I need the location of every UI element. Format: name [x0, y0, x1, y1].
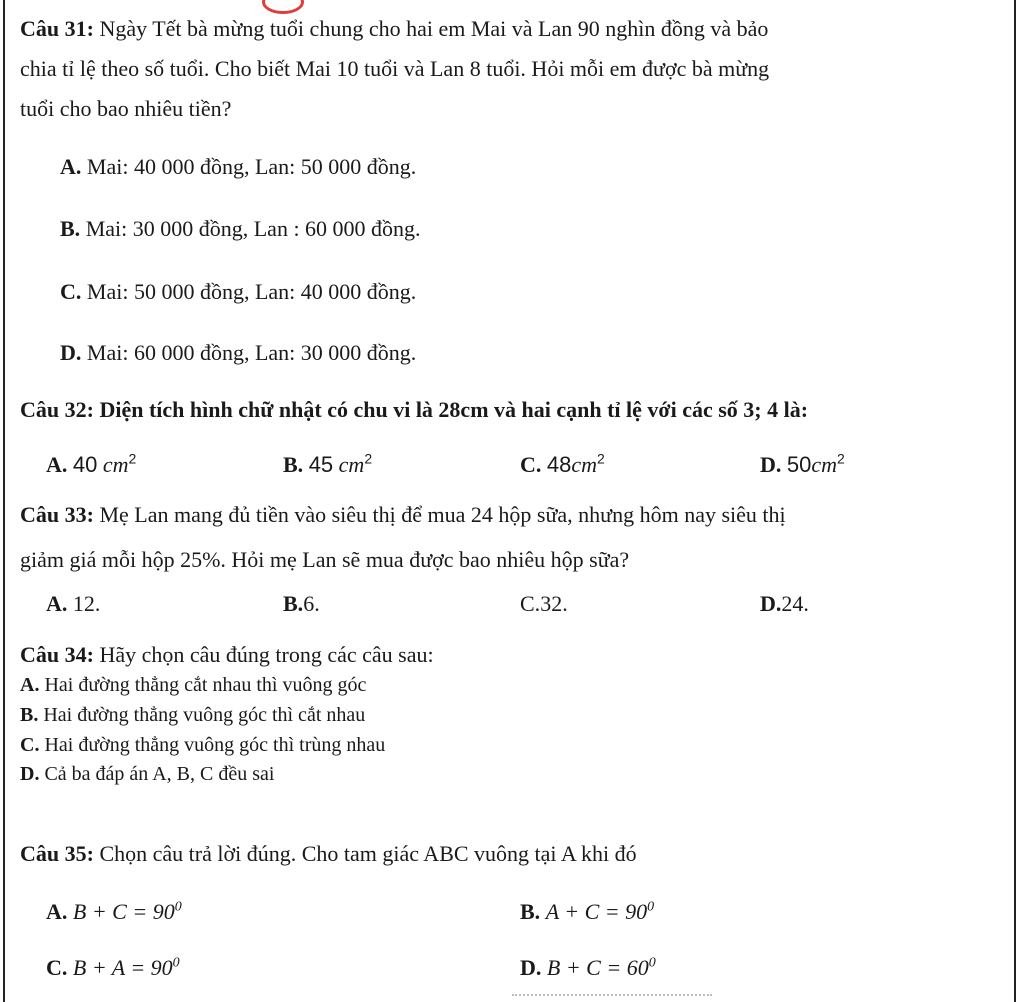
q32-option-b-value: 45 [308, 452, 334, 477]
q32-option-b [283, 452, 372, 478]
q31-option-c-key: C. [60, 279, 82, 304]
q35-option-d [520, 955, 656, 981]
q35-option-a-key: A. [46, 899, 68, 924]
q31-option-a-text: Mai: 40 000 đồng, Lan: 50 000 đồng. [86, 154, 417, 179]
q33-option-d-key: D. [760, 591, 782, 616]
q35-option-c-key: C. [46, 955, 68, 980]
q33-line-1 [20, 502, 786, 528]
q34-option-b [20, 704, 365, 727]
q32-option-a-value: 40 [72, 452, 98, 477]
q35-option-d-key: D. [520, 955, 542, 980]
q32-option-c-key: C. [520, 452, 542, 477]
q33-option-a-key: A. [46, 591, 68, 616]
q32-option-a [46, 452, 136, 478]
q34-option-b-text: Hai đường thẳng vuông góc thì cắt nhau [43, 704, 366, 726]
q32-option-a-exp: 2 [128, 450, 137, 467]
q33-option-c [520, 591, 568, 617]
q32-option-a-unit: cm [102, 452, 129, 477]
q33-option-d [760, 591, 809, 617]
q31-option-d-key: D. [60, 340, 82, 365]
q33-option-a [46, 591, 100, 617]
q32-option-c [520, 452, 605, 478]
q35-line [20, 841, 637, 867]
q31-option-d-text: Mai: 60 000 đồng, Lan: 30 000 đồng. [86, 340, 417, 365]
q33-option-b-text: 6. [303, 591, 320, 616]
q35-option-c-expr: B + A = 90 [72, 955, 173, 980]
q34-text: Hãy chọn câu đúng trong các câu sau: [99, 642, 434, 667]
q34-option-d-key: D. [20, 763, 40, 785]
q35-option-a-exp: 0 [174, 899, 182, 915]
q32-option-d-value: 50 [786, 452, 812, 477]
q34-option-a-key: A. [20, 674, 40, 696]
q35-text: Chọn câu trả lời đúng. Cho tam giác ABC vuông tại A khi đó [99, 841, 637, 866]
q33-option-b-key: B. [283, 591, 304, 616]
q32-text: Diện tích hình chữ nhật có chu vi là 28cm và hai cạnh tỉ lệ với các số 3; 4 là: [99, 397, 809, 422]
q33-line-2: giảm giá mỗi hộp 25%. Hỏi mẹ Lan sẽ mua được bao nhiêu hộp sữa? [20, 547, 630, 572]
q35-option-a-expr: B + C = 90 [72, 899, 175, 924]
q34-label: Câu 34: [20, 642, 94, 667]
q32-option-c-exp: 2 [597, 450, 605, 467]
q32-option-d-exp: 2 [837, 450, 845, 467]
q34-line [20, 642, 434, 668]
q35-option-d-expr: B + C = 60 [546, 955, 649, 980]
q31-option-a [60, 154, 416, 180]
q34-option-c [20, 734, 385, 757]
q33-option-c-key: C. [520, 591, 541, 616]
q34-option-c-key: C. [20, 734, 40, 756]
q31-line-1 [20, 16, 768, 42]
q31-option-b-key: B. [60, 216, 81, 241]
page-bottom-dots [512, 994, 712, 998]
q35-option-c-exp: 0 [172, 955, 180, 971]
q32-option-a-key: A. [46, 452, 68, 477]
q32-option-b-key: B. [283, 452, 304, 477]
q31-text-1: Ngày Tết bà mừng tuổi chung cho hai em Mai và Lan 90 nghìn đồng và bảo [99, 16, 769, 41]
q31-option-b [60, 216, 421, 242]
q35-option-c [46, 955, 180, 981]
q34-option-c-text: Hai đường thẳng vuông góc thì trùng nhau [44, 734, 386, 756]
q31-line-3: tuổi cho bao nhiêu tiền? [20, 96, 232, 121]
q33-option-c-text: 32. [540, 591, 568, 616]
q34-option-a-text: Hai đường thẳng cắt nhau thì vuông góc [44, 674, 367, 696]
red-pen-mark [262, 0, 304, 14]
q34-option-a [20, 674, 366, 697]
q32-option-c-value: 48 [546, 452, 572, 477]
q33-label: Câu 33: [20, 502, 94, 527]
q34-option-b-key: B. [20, 704, 39, 726]
q33-text-1: Mẹ Lan mang đủ tiền vào siêu thị để mua 24 hộp sữa, nhưng hôm nay siêu thị [99, 502, 786, 527]
q31-line-2: chia tỉ lệ theo số tuổi. Cho biết Mai 10 tuổi và Lan 8 tuổi. Hỏi mỗi em được bà mừng [20, 56, 770, 81]
q32-option-b-unit: cm [338, 452, 365, 477]
q31-option-b-text: Mai: 30 000 đồng, Lan : 60 000 đồng. [85, 216, 421, 241]
q32-label: Câu 32: [20, 397, 94, 422]
q34-option-d-text: Cả ba đáp án A, B, C đều sai [44, 763, 275, 785]
q31-option-c-text: Mai: 50 000 đồng, Lan: 40 000 đồng. [86, 279, 417, 304]
page-border-left [3, 0, 5, 1002]
q32-line [20, 397, 808, 423]
q35-option-b [520, 899, 654, 925]
page-border-right [1014, 0, 1016, 1002]
q31-option-c [60, 279, 416, 305]
q35-label: Câu 35: [20, 841, 94, 866]
q32-option-d [760, 452, 845, 478]
q35-option-b-exp: 0 [647, 899, 655, 915]
q33-option-a-text: 12. [67, 591, 101, 616]
q32-option-b-exp: 2 [364, 450, 373, 467]
q35-option-b-expr: A + C = 90 [545, 899, 648, 924]
q32-option-c-unit: cm [571, 452, 598, 477]
q35-option-a [46, 899, 182, 925]
q32-option-d-key: D. [760, 452, 782, 477]
q33-option-b [283, 591, 320, 617]
q31-option-a-key: A. [60, 154, 82, 179]
q32-option-d-unit: cm [811, 452, 838, 477]
q33-option-d-text: 24. [781, 591, 809, 616]
q34-option-d [20, 763, 274, 786]
q35-option-d-exp: 0 [648, 955, 656, 971]
q31-option-d [60, 340, 416, 366]
q31-label: Câu 31: [20, 16, 94, 41]
q35-option-b-key: B. [520, 899, 541, 924]
